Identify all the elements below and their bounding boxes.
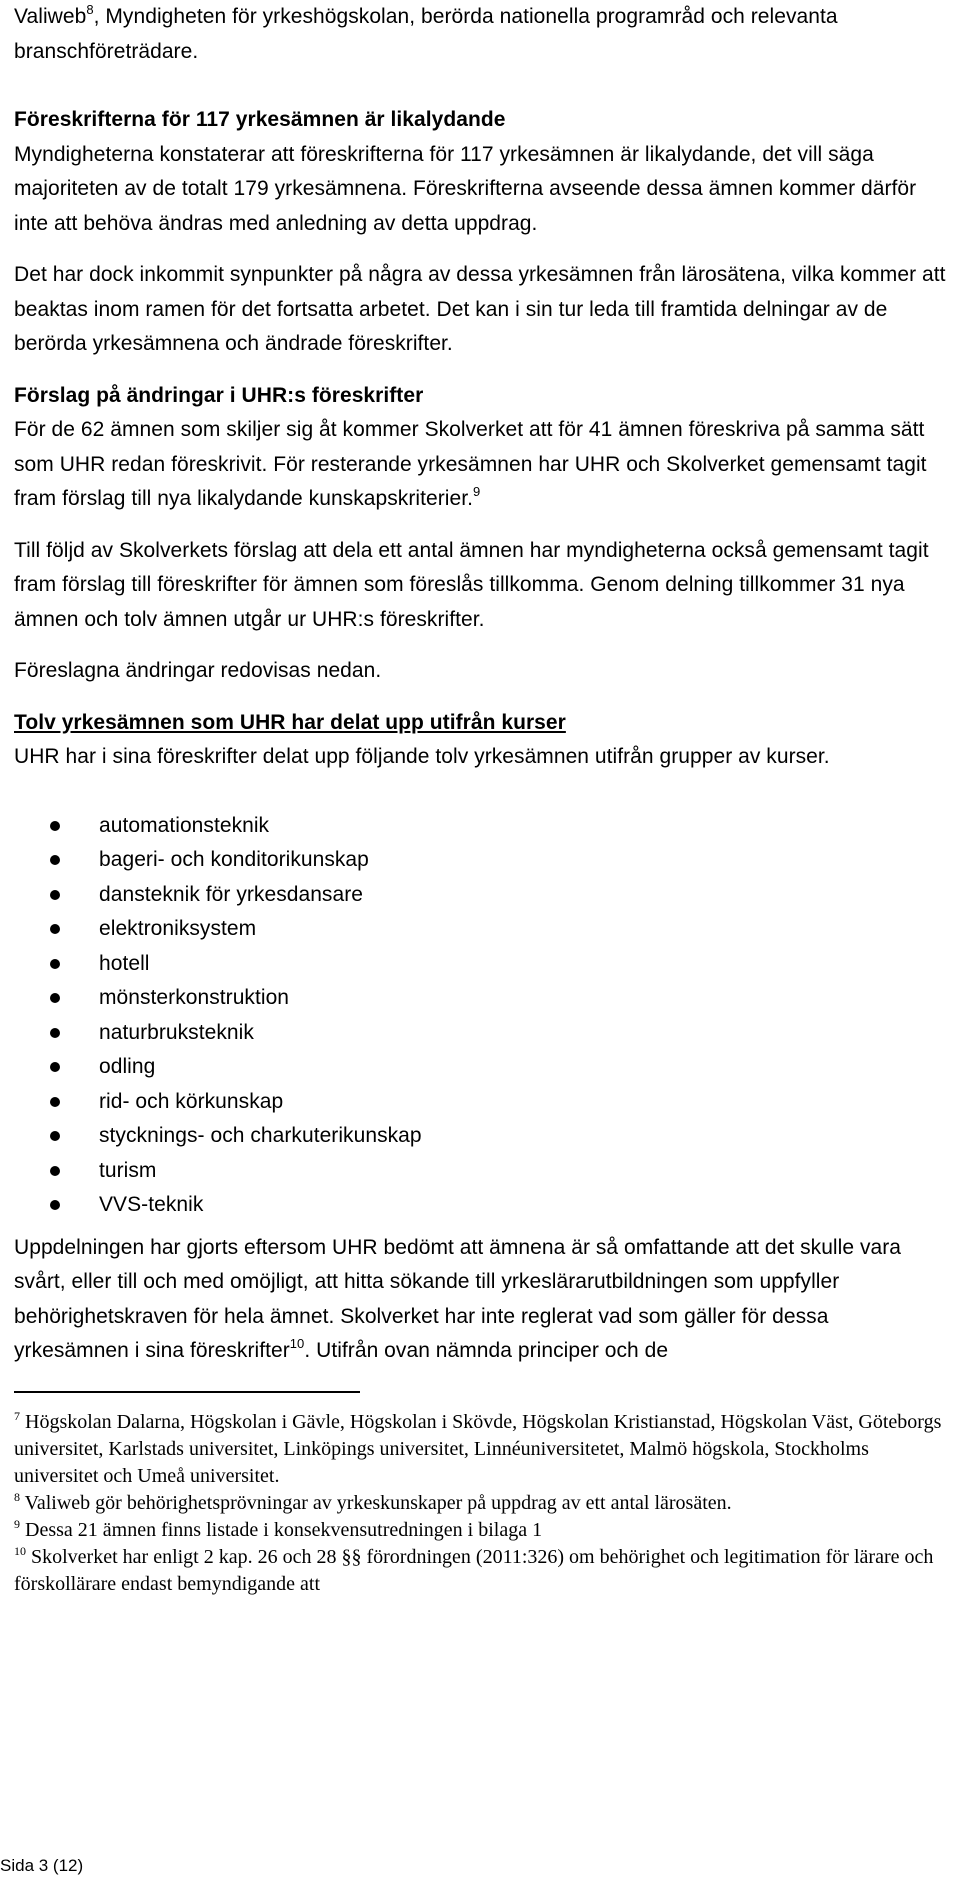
section3-intro: UHR har i sina föreskrifter delat upp följande tolv yrkesämnen utifrån grupper av kurser. [14, 745, 830, 768]
bullet-icon [50, 1200, 60, 1210]
footnote-number: 10 [14, 1543, 26, 1558]
list-item-text: elektroniksystem [99, 917, 257, 940]
list-item-text: naturbruksteknik [99, 1020, 254, 1044]
section1-paragraph-1: Myndigheterna konstaterar att föreskrifterna för 117 yrkesämnen är likalydande, det vill säga majoriteten av de totalt 179 yrkesämnena. Föreskrifterna avseende dessa ämnen kommer därför inte att behöva ändras med anledning av detta uppdrag. [14, 142, 917, 235]
page-footer [0, 1854, 960, 1878]
footnote-text: Dessa 21 ämnen finns listade i konsekvensutredningen i bilaga 1 [20, 1518, 543, 1541]
list-item [99, 1188, 946, 1223]
page-number: Sida 3 (12) [0, 1856, 84, 1875]
list-item-text: mönsterkonstruktion [99, 986, 290, 1009]
footnotes [14, 1409, 946, 1598]
footnote-text: Valiweb gör behörighetsprövningar av yrkeskunskaper på uppdrag av ett antal lärosäten. [20, 1491, 732, 1514]
bullet-icon [50, 1097, 60, 1107]
section1-paragraph-2: Det har dock inkommit synpunkter på några av dessa yrkesämnen från lärosätena, vilka kommer att beaktas inom ramen för det fortsatta arbetet. Det kan i sin tur leda till framtida delningar av de berörda yrkesämnena och ändrade föreskrifter. [14, 263, 946, 355]
footnote-8 [14, 1490, 946, 1517]
section2-paragraph-1-text: För de 62 ämnen som skiljer sig åt kommer Skolverket att för 41 ämnen föreskriva på samma sätt som UHR redan föreskrivit. För resterande yrkesämnen har UHR och Skolverket gemensamt tagit fram förslag till nya likalydande kunskapskriterier. [14, 418, 927, 510]
list-item [99, 947, 946, 982]
list-item [99, 1050, 946, 1085]
footnote-text: Högskolan Dalarna, Högskolan i Gävle, Högskolan i Skövde, Högskolan Kristianstad, Högskolan Väst, Göteborgs universitet, Karlstads universitet, Linköpings universitet, Linnéuniversitetet, Malmö högskola, Stockholms universitet och Umeå universitet. [14, 1410, 942, 1487]
section-heading-andringar: Förslag på ändringar i UHR:s föreskrifter [14, 383, 424, 407]
list-item-text: dansteknik för yrkesdansare [99, 882, 363, 906]
footnote-7 [14, 1409, 946, 1490]
bullet-icon [50, 1028, 60, 1038]
footnote-ref-9: 9 [472, 484, 481, 499]
list-item [99, 1119, 946, 1154]
footnote-number: 9 [14, 1516, 20, 1531]
footnote-9 [14, 1517, 946, 1544]
intro-paragraph [14, 0, 946, 69]
footnote-text: Skolverket har enligt 2 kap. 26 och 28 §§ förordningen (2011:326) om behörighet och legitimation för lärare och förskollärare endast bemyndigande att [14, 1545, 934, 1595]
bullet-icon [50, 890, 60, 900]
section-heading-tolv-yrkesamnen: Tolv yrkesämnen som UHR har delat upp utifrån kurser [14, 710, 566, 734]
list-item [99, 1085, 946, 1120]
list-item-text: VVS-teknik [99, 1193, 204, 1216]
list-item-text: hotell [99, 951, 150, 975]
footnote-ref-10: 10 [289, 1336, 305, 1351]
section2-paragraph-2: Till följd av Skolverkets förslag att dela ett antal ämnen har myndigheterna också gemensamt tagit fram förslag till föreskrifter för ämnen som föreslås tillkomma. Genom delning tillkommer 31 nya ämnen och tolv ämnen utgår ur UHR:s föreskrifter. [14, 538, 929, 631]
list-item-text: turism [99, 1158, 157, 1182]
section2-paragraph-3: Föreslagna ändringar redovisas nedan. [14, 659, 382, 682]
section3-paragraph-text: Uppdelningen har gjorts eftersom UHR bedömt att ämnena är så omfattande att det skulle vara svårt, eller till och med omöjligt, att hitta sökande till yrkeslärarutbildningen som uppfyller behörighetskraven för hela ämnet. Skolverket har inte reglerat vad som gäller för dessa yrkesämnen i sina föreskrifter [14, 1235, 902, 1362]
section-heading-likalydande: Föreskrifterna för 117 yrkesämnen är likalydande [14, 108, 506, 131]
section3-paragraph-tail: . Utifrån ovan nämnda principer och de [304, 1339, 669, 1362]
footnote-10 [14, 1544, 946, 1598]
list-item [99, 912, 946, 947]
subject-list [14, 809, 946, 1223]
list-item [99, 981, 946, 1016]
body-text [14, 0, 946, 1369]
footnote-divider [14, 1391, 360, 1393]
list-item-text: bageri- och konditorikunskap [99, 848, 369, 871]
bullet-icon [50, 924, 60, 934]
bullet-icon [50, 1131, 60, 1141]
bullet-icon [50, 1062, 60, 1072]
list-item [99, 1016, 946, 1051]
intro-text-end: , Myndigheten för yrkeshögskolan, berörda nationella programråd och relevanta branschföreträdare. [14, 5, 838, 63]
section3-paragraph [14, 1231, 946, 1369]
list-item-text: automationsteknik [99, 813, 270, 837]
list-item-text: odling [99, 1055, 156, 1078]
list-item-text: rid- och körkunskap [99, 1089, 284, 1113]
bullet-icon [50, 959, 60, 969]
bullet-icon [50, 1166, 60, 1176]
bullet-icon [50, 855, 60, 865]
footnote-number: 8 [14, 1489, 20, 1504]
list-item [99, 1154, 946, 1189]
list-item [99, 809, 946, 844]
intro-text-start: Valiweb [14, 5, 87, 28]
footnote-ref-8: 8 [86, 2, 94, 17]
list-item [99, 843, 946, 878]
bullet-icon [50, 821, 60, 831]
footnote-number: 7 [14, 1408, 20, 1423]
list-item-text: stycknings- och charkuterikunskap [99, 1124, 422, 1147]
bullet-icon [50, 993, 60, 1003]
section2-paragraph-1 [14, 413, 946, 517]
list-item [99, 878, 946, 913]
